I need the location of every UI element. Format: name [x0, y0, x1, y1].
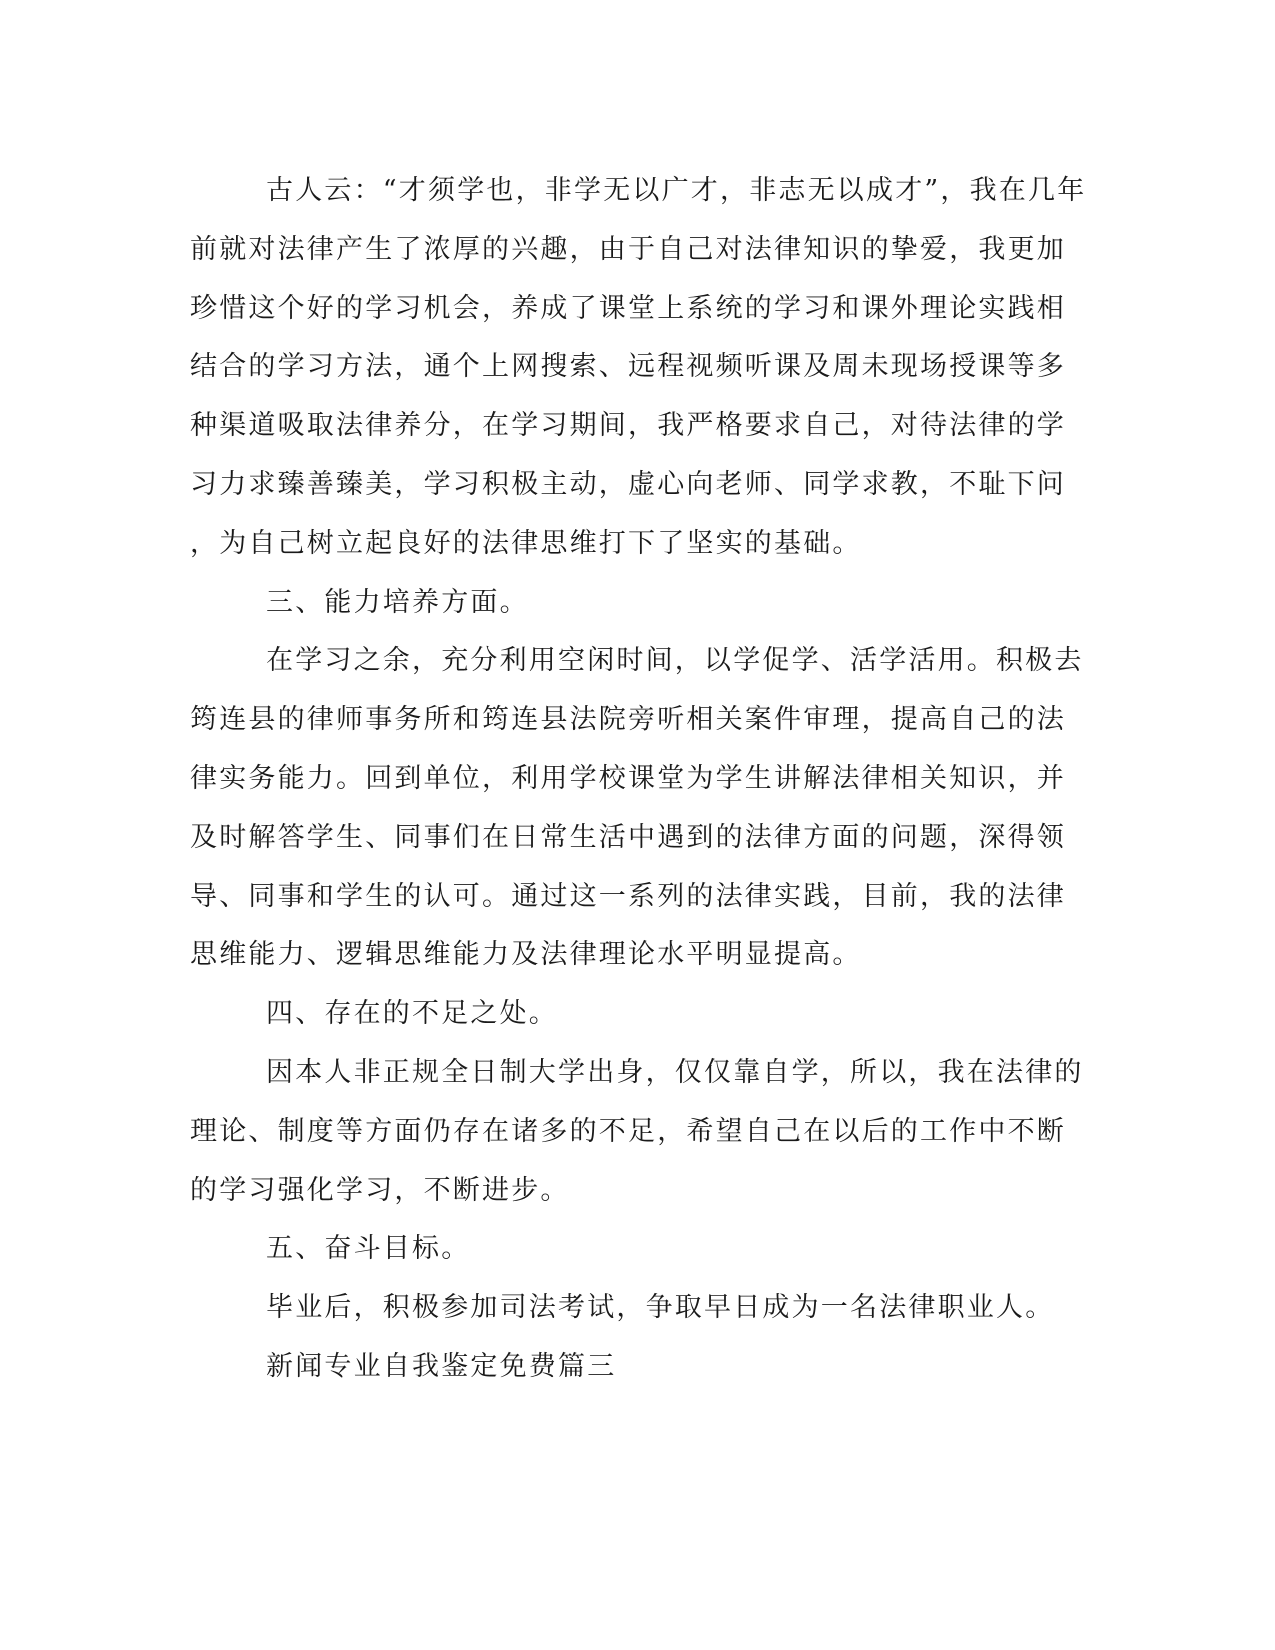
text-line: 珍惜这个好的学习机会，养成了课堂上系统的学习和课外理论实践相 [190, 292, 1066, 324]
text-line: 在学习之余，充分利用空闲时间，以学促学、活学活用。积极去 [266, 645, 1084, 677]
text-line: 因本人非正规全日制大学出身，仅仅靠自学，所以，我在法律的 [266, 1056, 1084, 1088]
text-line: 习力求臻善臻美，学习积极主动，虚心向老师、同学求教，不耻下问 [190, 468, 1066, 500]
text-line: 古人云：“才须学也，非学无以广才，非志无以成才”，我在几年 [266, 175, 1087, 206]
text-line: 导、同事和学生的认可。通过这一系列的法律实践，目前，我的法律 [190, 880, 1066, 912]
document-body [190, 162, 1090, 1397]
text-line: 五、奋斗目标。 [266, 1233, 471, 1265]
text-line: 新闻专业自我鉴定免费篇三 [266, 1350, 617, 1382]
text-line: 毕业后，积极参加司法考试，争取早日成为一名法律职业人。 [266, 1292, 1055, 1324]
text-line: 及时解答学生、同事们在日常生活中遇到的法律方面的问题，深得领 [190, 821, 1066, 853]
text-line: 前就对法律产生了浓厚的兴趣，由于自己对法律知识的挚爱，我更加 [190, 233, 1066, 265]
text-line: 理论、制度等方面仍存在诸多的不足，希望自己在以后的工作中不断 [190, 1115, 1066, 1147]
text-line: 筠连县的律师事务所和筠连县法院旁听相关案件审理，提高自己的法 [190, 704, 1066, 736]
text-line: ，为自己树立起良好的法律思维打下了坚实的基础。 [190, 527, 862, 559]
text-line: 律实务能力。回到单位，利用学校课堂为学生讲解法律相关知识，并 [190, 762, 1066, 794]
text-line: 四、存在的不足之处。 [266, 998, 558, 1030]
text-line: 种渠道吸取法律养分，在学习期间，我严格要求自己，对待法律的学 [190, 410, 1066, 442]
text-line: 思维能力、逻辑思维能力及法律理论水平明显提高。 [190, 939, 862, 971]
text-line: 三、能力培养方面。 [266, 586, 529, 618]
text-line: 的学习强化学习，不断进步。 [190, 1174, 570, 1206]
text-line: 结合的学习方法，通个上网搜索、远程视频听课及周未现场授课等多 [190, 351, 1066, 383]
